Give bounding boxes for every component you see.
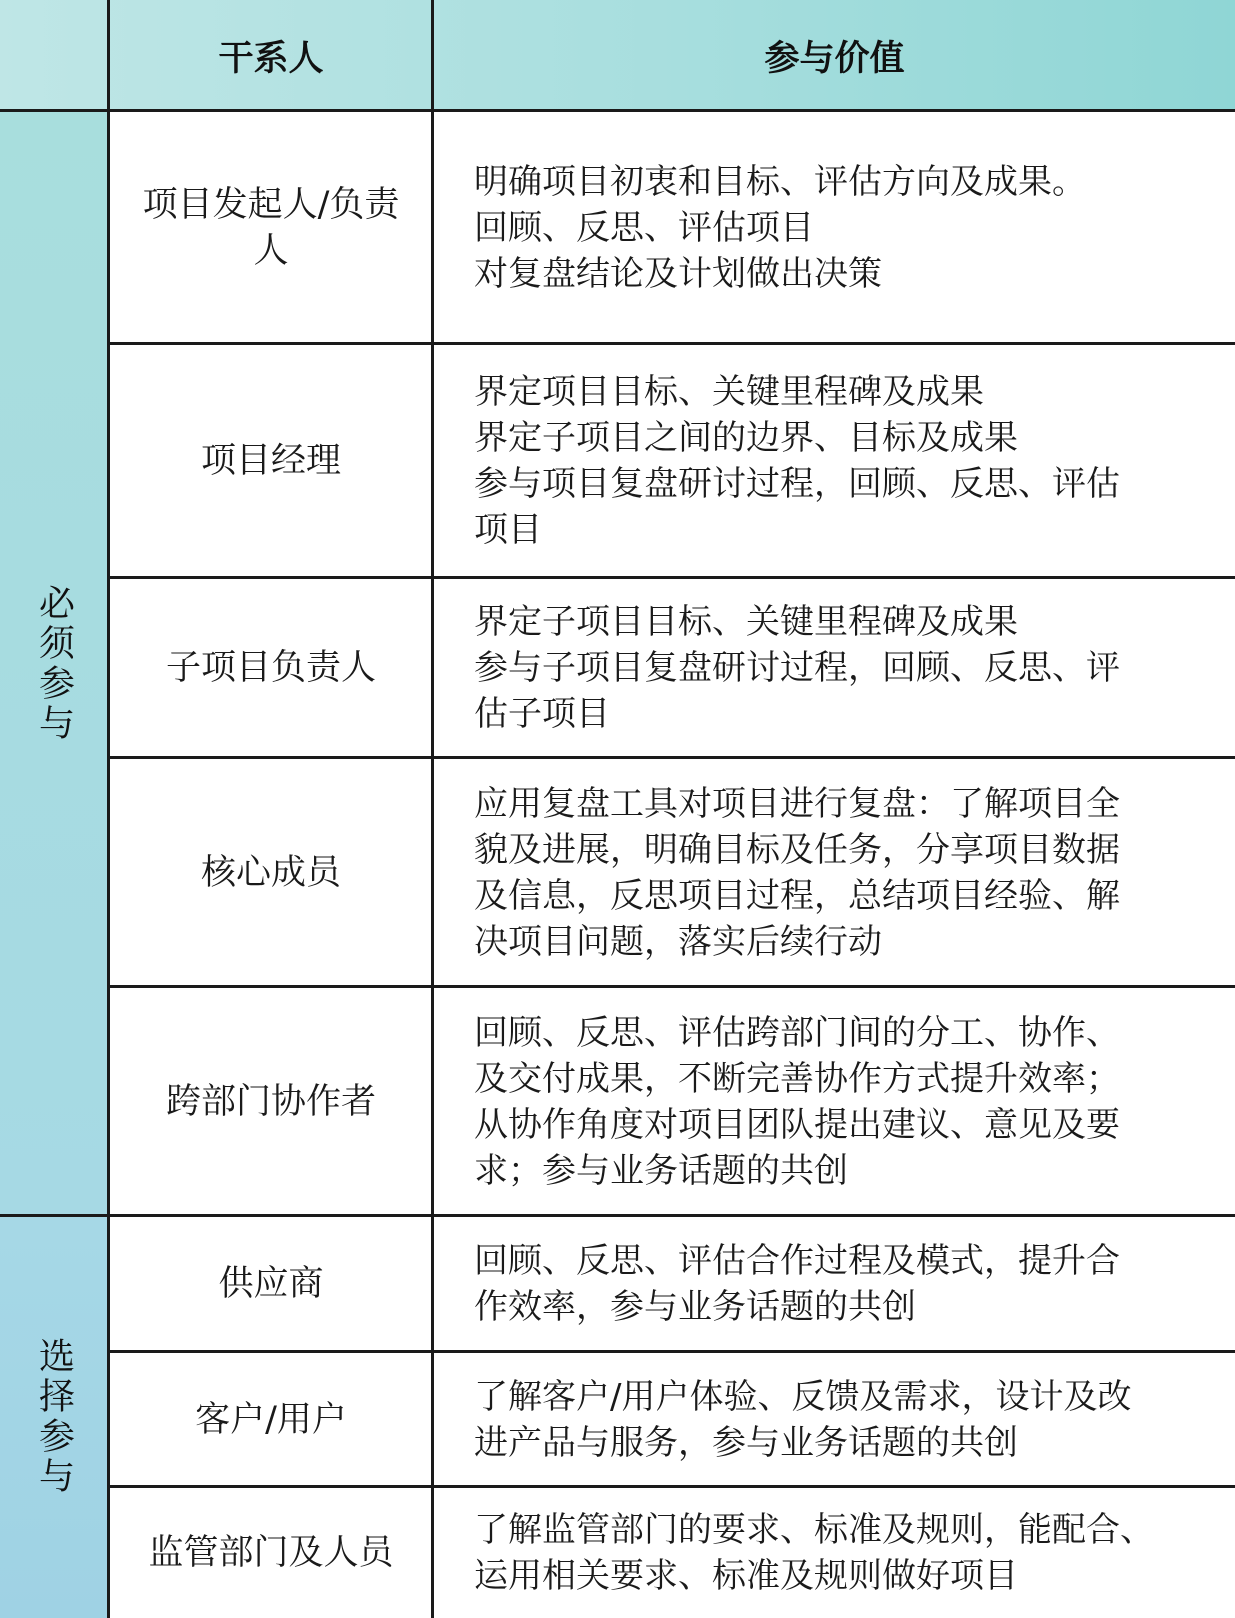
header-value: 参与价值 <box>764 39 905 79</box>
value-line: 进产品与服务，参与业务话题的共创 <box>474 1422 1018 1463</box>
value-line: 对复盘结论及计划做出决策 <box>474 254 882 294</box>
group-label-optional: 选择参与 <box>33 1337 75 1497</box>
row-divider <box>108 576 1235 579</box>
group-divider <box>0 1214 1235 1217</box>
participation-value <box>434 1352 1235 1487</box>
column-divider <box>107 0 110 1618</box>
group-required <box>0 112 108 1216</box>
row-divider <box>108 985 1235 988</box>
participation-value <box>434 1216 1235 1352</box>
value-line: 项目 <box>474 510 542 550</box>
row-divider <box>108 1350 1235 1353</box>
value-line: 了解客户/用户体验、反馈及需求，设计及改 <box>474 1376 1132 1417</box>
group-optional <box>0 1216 108 1618</box>
participation-value <box>434 1487 1235 1618</box>
value-line: 求；参与业务话题的共创 <box>474 1150 848 1191</box>
stakeholder-name: 核心成员 <box>200 852 341 893</box>
value-line: 貌及进展，明确目标及任务，分享项目数据 <box>474 829 1120 870</box>
column-divider <box>431 0 434 1618</box>
group-label-required: 必须参与 <box>33 584 75 744</box>
stakeholder-name: 监管部门及人员 <box>148 1532 394 1573</box>
value-line: 估子项目 <box>474 694 610 734</box>
value-line: 明确项目初衷和目标、评估方向及成果。 <box>474 162 1086 202</box>
stakeholder-name: 项目经理 <box>200 441 341 481</box>
value-line: 从协作角度对项目团队提出建议、意见及要 <box>474 1104 1120 1145</box>
participation-value <box>434 758 1235 987</box>
header-stakeholder: 干系人 <box>218 39 324 79</box>
stakeholder-name: 子项目负责人 <box>165 648 376 688</box>
participation-value <box>434 344 1235 578</box>
participation-value <box>434 987 1235 1216</box>
value-line: 运用相关要求、标准及规则做好项目 <box>474 1555 1018 1596</box>
value-line: 界定项目目标、关键里程碑及成果 <box>474 372 984 412</box>
stakeholder-name: 客户/用户 <box>195 1399 347 1440</box>
row-divider <box>108 342 1235 345</box>
stakeholder-name: 项目发起人/负责人 <box>142 185 400 271</box>
stakeholder-name: 跨部门协作者 <box>165 1081 376 1122</box>
value-line: 应用复盘工具对项目进行复盘：了解项目全 <box>474 783 1120 824</box>
participation-value <box>434 112 1235 344</box>
header-divider <box>0 109 1235 112</box>
stakeholder-name: 供应商 <box>218 1264 324 1304</box>
value-line: 参与子项目复盘研讨过程，回顾、反思、评 <box>474 648 1120 688</box>
row-divider <box>108 1485 1235 1488</box>
participation-value <box>434 578 1235 758</box>
value-line: 决项目问题，落实后续行动 <box>474 921 882 962</box>
value-line: 回顾、反思、评估项目 <box>474 208 814 248</box>
row-divider <box>108 756 1235 759</box>
value-line: 回顾、反思、评估合作过程及模式，提升合 <box>474 1241 1120 1281</box>
value-line: 作效率，参与业务话题的共创 <box>474 1287 916 1327</box>
value-line: 界定子项目之间的边界、目标及成果 <box>474 418 1018 458</box>
value-line: 了解监管部门的要求、标准及规则，能配合、 <box>474 1509 1154 1550</box>
value-line: 界定子项目目标、关键里程碑及成果 <box>474 602 1018 642</box>
value-line: 参与项目复盘研讨过程，回顾、反思、评估 <box>474 464 1120 504</box>
value-line: 回顾、反思、评估跨部门间的分工、协作、 <box>474 1012 1120 1053</box>
value-line: 及信息，反思项目过程，总结项目经验、解 <box>474 875 1120 916</box>
value-line: 及交付成果，不断完善协作方式提升效率； <box>474 1058 1120 1099</box>
